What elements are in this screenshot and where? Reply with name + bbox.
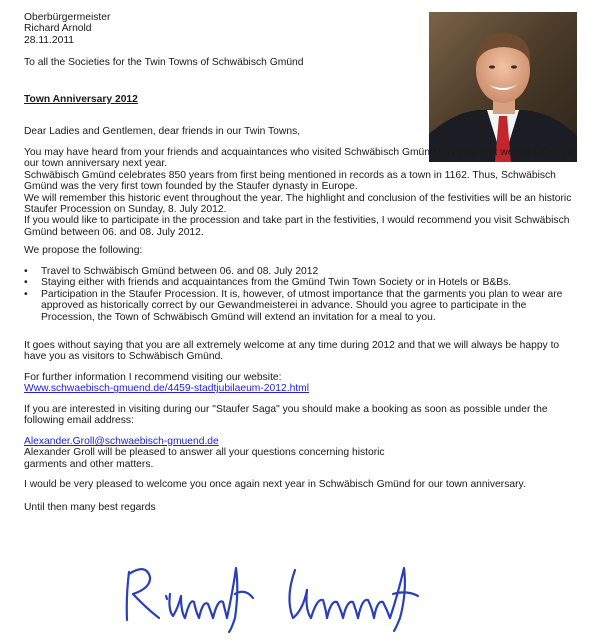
text-line: following email address: (24, 415, 134, 427)
text-line: If you would like to participate in the procession and take part in the festivities, I would recommend you visit Schwäbisch (24, 215, 570, 227)
text-line: Procession, the Town of Schwäbisch Gmünd will extend an invitation for a meal to you. (41, 311, 436, 323)
info-paragraph (24, 372, 309, 395)
email-link[interactable]: Alexander.Groll@schwaebisch-gmuend.de (24, 436, 219, 447)
text-line: We will remember this historic event throughout the year. The highlight and conclusion of the festivities will be an historic (24, 192, 572, 204)
mayor-portrait-photo (429, 12, 577, 162)
text-line: our town anniversary next year. (24, 158, 168, 170)
text-line: Travel to Schwäbisch Gmünd between 06. and 08. July 2012 (41, 266, 319, 277)
proposal-list (24, 266, 579, 323)
list-item (24, 289, 579, 323)
portrait-illustration (429, 12, 577, 162)
text-line: Alexander Groll will be pleased to answer all your questions concerning historic (24, 447, 385, 459)
letter-title: Town Anniversary 2012 (24, 94, 138, 105)
propose-heading: We propose the following: (24, 245, 143, 256)
text-line: Staying either with friends and acquaintances from the Gmünd Twin Town Society or in Hotels or B&Bs. (41, 277, 512, 289)
text-line: Gmünd between 06. and 08. July 2012. (24, 226, 204, 238)
addressee: To all the Societies for the Twin Towns of Schwäbisch Gmünd (24, 57, 304, 69)
sender-block (24, 12, 304, 69)
info-intro: For further information I recommend visiting our website: (24, 372, 282, 383)
letter-date: 28.11.2011 (24, 34, 75, 46)
sender-title: Oberbürgermeister (24, 12, 111, 23)
bullet-icon: • (24, 277, 28, 289)
website-link[interactable]: Www.schwaebisch-gmuend.de/4459-stadtjubilaeum-2012.html (24, 383, 310, 395)
text-line: garments and other matters. (24, 458, 154, 470)
text-line: approved as historically correct by our Gewandmeisterei in advance. Should you agree to participate in the (41, 300, 527, 312)
text-line: You may have heard from your friends and acquaintances who visited Schwäbisch Gmünd this year that we will celebrate (24, 147, 576, 158)
handwritten-signature (115, 538, 440, 635)
text-line: Staufer Procession on Sunday, 8. July 2012. (24, 204, 227, 216)
intro-paragraph (24, 147, 576, 238)
booking-paragraph (24, 404, 548, 427)
bullet-icon: • (24, 288, 28, 300)
list-item (24, 266, 579, 277)
text-line: Schwäbisch Gmünd celebrates 850 years from first being mentioned in records as a town in 1162. Thus, Schwäbisch (24, 169, 556, 181)
list-item (24, 277, 579, 288)
text-line: Gmünd was the very first town founded by the Staufer dynasty in Europe. (24, 181, 358, 193)
signature-drawing (115, 538, 440, 635)
regards: Until then many best regards (24, 502, 156, 513)
bullet-icon: • (24, 266, 28, 277)
text-line: It goes without saying that you are all extremely welcome at any time during 2012 and that we will always be happy to (24, 340, 560, 351)
text-line: Participation in the Staufer Procession. It is, however, of utmost importance that the garments you plan to wear are (41, 288, 563, 300)
text-line: have you as visitors to Schwäbisch Gmünd. (24, 351, 224, 363)
greeting: Dear Ladies and Gentlemen, dear friends in our Twin Towns, (24, 126, 301, 137)
welcome-paragraph (24, 340, 559, 363)
closing-wish: I would be very pleased to welcome you once again next year in Schwäbisch Gmünd for our town anniversary. (24, 479, 526, 490)
text-line: If you are interested in visiting during our "Staufer Saga" you should make a booking as soon as possible under the (24, 404, 548, 415)
sender-name: Richard Arnold (24, 23, 92, 35)
contact-paragraph (24, 436, 385, 470)
